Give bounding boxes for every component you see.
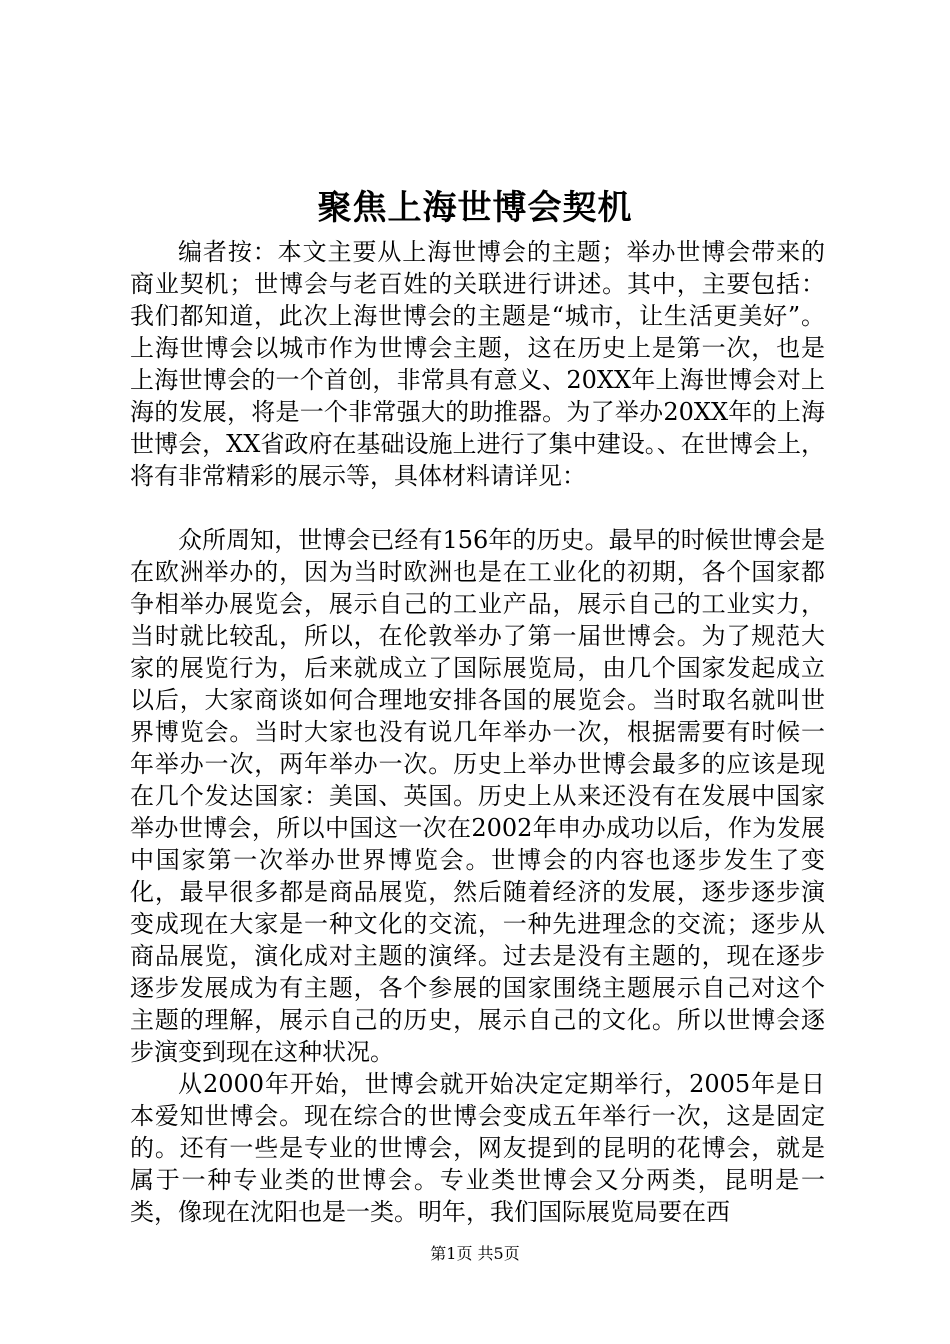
- editor-note-paragraph: 编者按：本文主要从上海世博会的主题；举办世博会带来的商业契机；世博会与老百姓的关联进行讲述。其中，主要包括：我们都知道，此次上海世博会的主题是“城市，让生活更美好”。上海世博会以城市作为世博会主题，这在历史上是第一次，也是上海世博会的一个首创，非常具有意义、20XX年上海世博会对上海的发展，将是一个非常强大的助推器。为了举办20XX年的上海世博会，XX省政府在基础设施上进行了集中建设。、在世博会上，将有非常精彩的展示等，具体材料请详见：: [130, 238, 825, 490]
- document-title: 聚焦上海世博会契机: [317, 188, 633, 228]
- page-number: 第1页 共5页: [430, 1244, 520, 1263]
- document-body: [130, 236, 825, 1228]
- history-paragraph: 众所周知，世博会已经有156年的历史。最早的时候世博会是在欧洲举办的，因为当时欧洲也是在工业化的初期，各个国家都争相举办展览会，展示自己的工业产品，展示自己的工业实力，当时就比较乱，所以，在伦敦举办了第一届世博会。为了规范大家的展览行为，后来就成立了国际展览局，由几个国家发起成立以后，大家商谈如何合理地安排各国的展览会。当时取名就叫世界博览会。当时大家也没有说几年举办一次，根据需要有时候一年举办一次，两年举办一次。历史上举办世博会最多的应该是现在几个发达国家：美国、英国。历史上从来还没有在发展中国家举办世博会，所以中国这一次在2002年申办成功以后，作为发展中国家第一次举办世界博览会。世博会的内容也逐步发生了变化，最早很多都是商品展览，然后随着经济的发展，逐步逐步演变成现在大家是一种文化的交流，一种先进理念的交流；逐步从商品展览，演化成对主题的演绎。过去是没有主题的，现在逐步逐步发展成为有主题，各个参展的国家围绕主题展示自己对这个主题的理解，展示自己的历史，展示自己的文化。所以世博会逐步演变到现在这种状况。: [130, 526, 825, 1066]
- schedule-paragraph: 从2000年开始，世博会就开始决定定期举行，2005年是日本爱知世博会。现在综合的世博会变成五年举行一次，这是固定的。还有一些是专业的世博会，网友提到的昆明的花博会，就是属于一种专业类的世博会。专业类世博会又分两类，昆明是一类，像现在沈阳也是一类。明年，我们国际展览局要在西: [130, 1070, 825, 1226]
